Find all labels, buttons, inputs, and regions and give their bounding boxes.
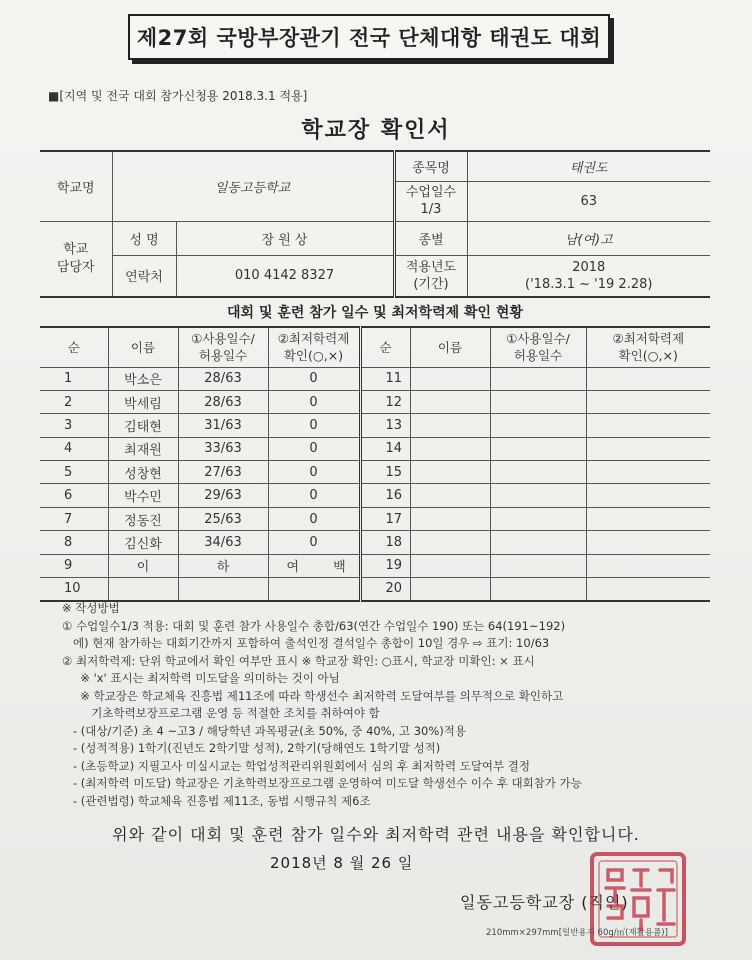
roster-title: 대회 및 훈련 참가 일수 및 최저학력제 확인 현황 <box>227 305 523 321</box>
row-no-right: 20 <box>360 578 410 601</box>
col-days-left-line2: 허용일수 <box>198 348 248 364</box>
application-note: ■[지역 및 전국 대회 참가신청용 2018.3.1 적용] <box>48 89 308 103</box>
row-days-right <box>490 414 586 437</box>
row-name: 박수민 <box>108 484 178 507</box>
row-min-check-right <box>586 367 710 390</box>
row-no-right: 19 <box>360 554 410 577</box>
event-title-box <box>128 14 610 60</box>
col-days-right <box>490 327 586 367</box>
row-min-check-right <box>586 414 710 437</box>
row-min-check: 0 <box>268 461 360 484</box>
apply-year: 2018 <box>572 259 606 275</box>
apply-year-label <box>394 255 467 297</box>
row-days: 33/63 <box>178 437 268 460</box>
row-no-right: 17 <box>360 507 410 530</box>
row-days-right <box>490 437 586 460</box>
principal-signature-line: 일동고등학교장 (직인) <box>460 893 629 912</box>
row-name-right <box>410 461 490 484</box>
row-days: 25/63 <box>178 507 268 530</box>
col-min-left <box>268 327 360 367</box>
col-min-left-line2: 확인(○,×) <box>283 348 344 364</box>
row-no: 7 <box>40 507 108 530</box>
roster-row <box>40 484 710 507</box>
row-min-check-right <box>586 437 710 460</box>
row-no-right: 14 <box>360 437 410 460</box>
row-no: 8 <box>40 531 108 554</box>
row-no-right: 11 <box>360 367 410 390</box>
col-name-left: 이름 <box>108 327 178 367</box>
staff-name-label: 성 명 <box>112 221 176 255</box>
row-no-right: 12 <box>360 390 410 413</box>
row-name-right <box>410 390 490 413</box>
row-no-right: 15 <box>360 461 410 484</box>
roster-row <box>40 437 710 460</box>
row-min-check: 0 <box>268 390 360 413</box>
row-name: 박소은 <box>108 367 178 390</box>
row-no: 4 <box>40 437 108 460</box>
col-days-left-line1: ①사용일수/ <box>191 331 255 347</box>
row-min-check-right <box>586 531 710 554</box>
row-name-right <box>410 578 490 601</box>
instruction-line: ① 수업일수1/3 적용: 대회 및 훈련 참가 사용일수 총합/63(연간 수업일수 190) 또는 64(191~192) <box>62 618 566 633</box>
row-filler-char: 백 <box>333 560 346 576</box>
instruction-line: ※ 'x' 표시는 최저학력 미도달을 의미하는 것이 아님 <box>62 671 340 685</box>
row-name: 이 <box>108 554 178 577</box>
roster-row <box>40 578 710 601</box>
apply-year-label-line2: (기간) <box>413 276 449 292</box>
apply-year-value <box>467 255 710 297</box>
class-days-value: 63 <box>467 181 710 221</box>
instruction-line: - (최저학력 미도달) 학교장은 기초학력보장프로그램 운영하여 미도달 학생선수 이수 후 대회참가 가능 <box>62 776 582 790</box>
row-min-check: 0 <box>268 507 360 530</box>
row-min-check: 0 <box>268 367 360 390</box>
row-no: 2 <box>40 390 108 413</box>
row-min-check: 0 <box>268 531 360 554</box>
school-official-seal <box>584 848 694 948</box>
col-min-right-line2: 확인(○,×) <box>618 348 678 364</box>
row-min-check <box>268 578 360 601</box>
col-name-right: 이름 <box>410 327 490 367</box>
row-days: 29/63 <box>178 484 268 507</box>
row-days <box>178 578 268 601</box>
category-value: 남(여)고 <box>467 221 710 255</box>
roster-row <box>40 461 710 484</box>
roster-row <box>40 554 710 577</box>
row-name: 성창현 <box>108 461 178 484</box>
col-min-right-line1: ②최저학력제 <box>612 331 685 347</box>
row-min-check: 0 <box>268 437 360 460</box>
row-filler-char: 여 <box>286 560 300 576</box>
instruction-line: ※ 작성방법 <box>62 601 120 615</box>
row-name: 정동진 <box>108 507 178 530</box>
event-value: 태권도 <box>467 151 710 181</box>
staff-label-line2: 담당자 <box>56 259 95 275</box>
writing-instructions <box>62 600 722 810</box>
col-no-right: 순 <box>360 327 410 367</box>
instruction-line: - (대상/기준) 초 4 ~고3 / 해당학년 과목평균(초 50%, 중 40%, 고 30%)적용 <box>62 723 467 738</box>
row-name: 최재원 <box>108 437 178 460</box>
roster-row <box>40 507 710 530</box>
document-date: 2018년 8 월 26 일 <box>270 854 414 872</box>
row-min-check-right <box>586 578 710 601</box>
staff-name-value: 장 원 상 <box>176 221 394 255</box>
col-min-left-line1: ②최저학력제 <box>277 331 350 347</box>
row-name-right <box>410 554 490 577</box>
row-no-right: 13 <box>360 414 410 437</box>
instruction-line: ② 최저학력제: 단위 학교에서 확인 여부만 표시 ※ 학교장 확인: ○표시, 학교장 미확인: × 표시 <box>62 653 535 668</box>
col-days-right-line1: ①사용일수/ <box>506 331 570 347</box>
row-days-right <box>490 390 586 413</box>
roster-row <box>40 414 710 437</box>
row-name: 김신화 <box>108 531 178 554</box>
roster-row <box>40 390 710 413</box>
participation-roster-table <box>40 326 710 602</box>
row-min-check: 0 <box>268 484 360 507</box>
row-name-right <box>410 414 490 437</box>
row-days: 하 <box>178 554 268 577</box>
col-days-left <box>178 327 268 367</box>
category-label: 종별 <box>394 221 467 255</box>
instruction-line: ※ 학교장은 학교체육 진흥법 제11조에 따라 학생선수 최저학력 도달여부를 의무적으로 확인하고 <box>62 688 564 703</box>
row-days-right <box>490 484 586 507</box>
row-name-right <box>410 437 490 460</box>
event-label: 종목명 <box>394 151 467 181</box>
contact-value: 010 4142 8327 <box>176 255 394 297</box>
row-days-right <box>490 578 586 601</box>
class-days-label-line1: 수업일수 <box>405 185 457 200</box>
row-no: 1 <box>40 367 108 390</box>
row-name <box>108 578 178 601</box>
row-days: 27/63 <box>178 461 268 484</box>
row-name-right <box>410 484 490 507</box>
row-min-check <box>268 554 360 577</box>
row-no: 5 <box>40 461 108 484</box>
row-min-check-right <box>586 554 710 577</box>
col-no-left: 순 <box>40 327 108 367</box>
school-name-value: 일동고등학교 <box>112 151 394 221</box>
row-days-right <box>490 507 586 530</box>
row-min-check-right <box>586 507 710 530</box>
row-days-right <box>490 367 586 390</box>
row-name-right <box>410 531 490 554</box>
row-name-right <box>410 367 490 390</box>
class-days-label <box>394 181 467 221</box>
row-min-check-right <box>586 484 710 507</box>
instruction-line: 기초학력보장프로그램 운영 등 적절한 조치를 취하여야 함 <box>62 706 380 720</box>
school-info-table <box>40 150 710 298</box>
row-days-right <box>490 531 586 554</box>
apply-period: ('18.3.1 ~ '19 2.28) <box>525 276 653 292</box>
paper-spec-note: 210mm×297mm[일반용지 60g/㎡(재활용품)] <box>486 928 668 938</box>
instruction-line: - (관련법령) 학교체육 진흥법 제11조, 동법 시행규칙 제6조 <box>62 793 371 808</box>
row-no-right: 18 <box>360 531 410 554</box>
event-title: 제27회 국방부장관기 전국 단체대항 태권도 대회 <box>136 26 602 50</box>
roster-row <box>40 531 710 554</box>
row-no-right: 16 <box>360 484 410 507</box>
row-name: 박세림 <box>108 390 178 413</box>
instruction-line: 에) 현재 참가하는 대회기간까지 포함하여 출석인정 결석일수 총합이 10일 경우 ⇨ 표기: 10/63 <box>62 636 550 650</box>
row-days-right <box>490 461 586 484</box>
roster-header-row <box>40 327 710 367</box>
row-days: 28/63 <box>178 367 268 390</box>
instruction-line: - (초등학교) 지필고사 미실시교는 학업성적관리위원회에서 심의 후 최저학력 도달여부 결정 <box>62 758 531 773</box>
staff-label-line1: 학교 <box>63 241 89 257</box>
row-no: 9 <box>40 554 108 577</box>
col-days-right-line2: 허용일수 <box>513 348 563 364</box>
class-days-label-line2: 1/3 <box>420 202 442 217</box>
row-no: 3 <box>40 414 108 437</box>
row-name-right <box>410 507 490 530</box>
row-min-check: 0 <box>268 414 360 437</box>
instruction-line: - (성적적용) 1학기(진년도 2학기말 성적), 2학기(당해연도 1학기말 성적) <box>62 741 441 755</box>
row-min-check-right <box>586 461 710 484</box>
school-name-label: 학교명 <box>40 151 112 221</box>
document-title: 학교장 확인서 <box>301 118 451 143</box>
row-days: 31/63 <box>178 414 268 437</box>
row-days-right <box>490 554 586 577</box>
roster-row <box>40 367 710 390</box>
row-no: 10 <box>40 578 108 601</box>
confirmation-statement: 위와 같이 대회 및 훈련 참가 일수와 최저학력 관련 내용을 확인합니다. <box>112 825 640 844</box>
apply-year-label-line1: 적용년도 <box>405 259 457 275</box>
row-days: 28/63 <box>178 390 268 413</box>
row-min-check-right <box>586 390 710 413</box>
col-min-right <box>586 327 710 367</box>
row-name: 김태현 <box>108 414 178 437</box>
staff-label <box>40 221 112 297</box>
row-days: 34/63 <box>178 531 268 554</box>
row-no: 6 <box>40 484 108 507</box>
contact-label: 연락처 <box>112 255 176 297</box>
